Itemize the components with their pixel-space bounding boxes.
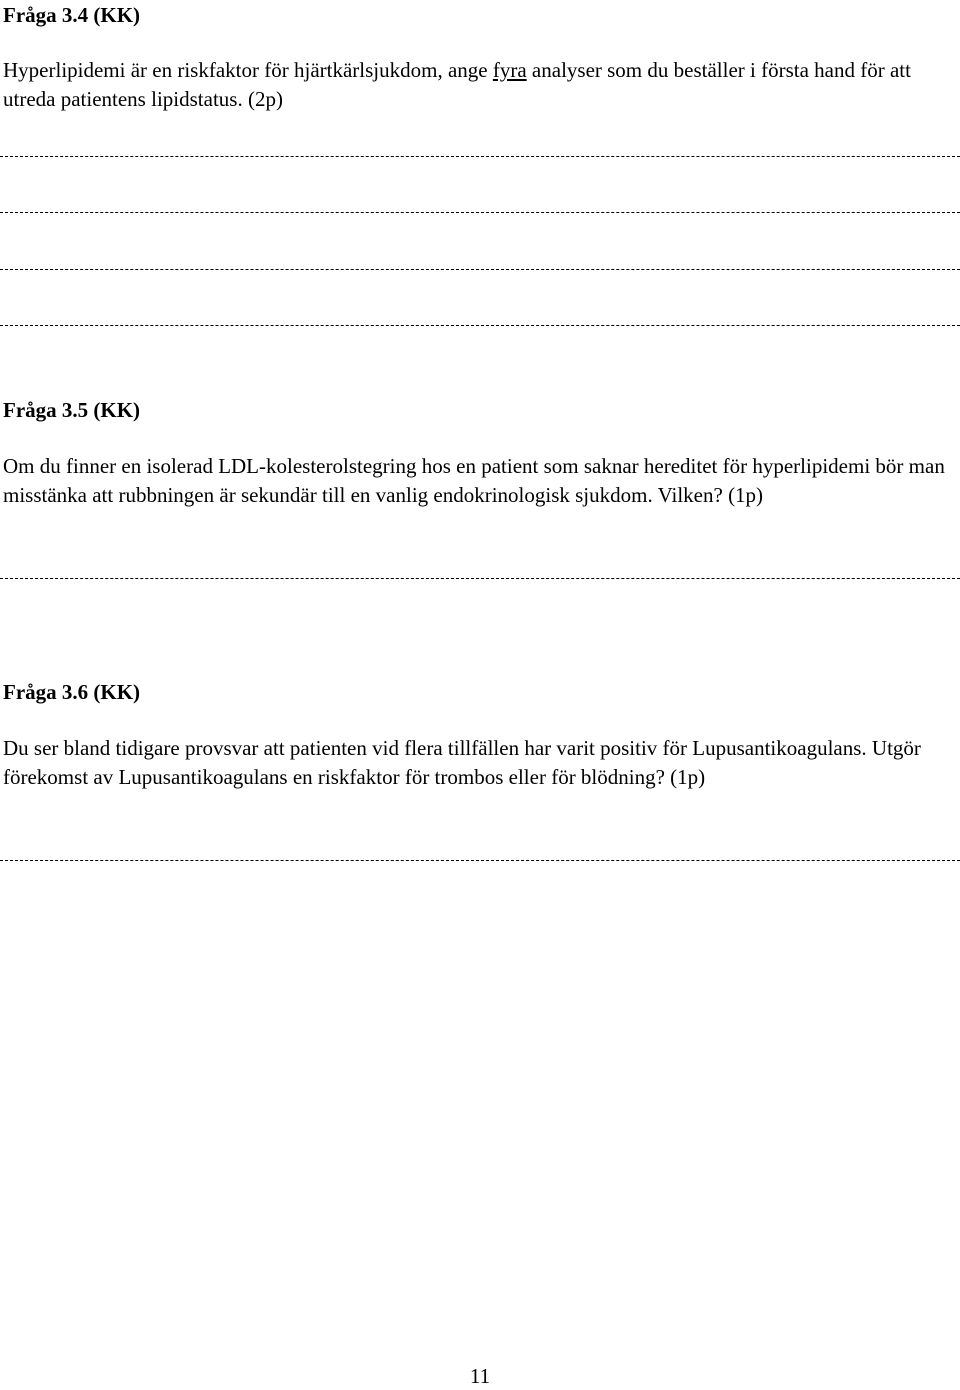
- question-text-part: analyser som du beställer i första hand för att utreda patientens lipidstatus. (2p): [3, 58, 911, 111]
- question-text: Du ser bland tidigare provsvar att patienten vid flera tillfällen har varit positiv för Lupusantikoagulans. Utgör förekomst av Lupusantikoagulans en riskfaktor för trombos eller för blödning? (1p): [3, 736, 921, 789]
- question-text-part: Hyperlipidemi är en riskfaktor för hjärtkärlsjukdom, ange: [3, 58, 493, 82]
- underlined-word: fyra: [492, 58, 527, 82]
- page-number: 11: [469, 1364, 491, 1388]
- answer-line: [0, 325, 960, 326]
- question-title: Fråga 3.6 (KK): [3, 680, 141, 704]
- question-title: Fråga 3.4 (KK): [3, 3, 141, 27]
- answer-line: [0, 212, 960, 213]
- question-text: Om du finner en isolerad LDL-kolesterolstegring hos en patient som saknar hereditet för hyperlipidemi bör man misstänka att rubbningen är sekundär till en vanlig endokrinologisk sjukdom. Vilken? (1p): [3, 454, 945, 507]
- answer-line: [0, 269, 960, 270]
- answer-line: [0, 578, 960, 579]
- answer-line: [0, 860, 960, 861]
- question-title: Fråga 3.5 (KK): [3, 398, 141, 422]
- question-text: [3, 56, 955, 113]
- answer-line: [0, 156, 960, 157]
